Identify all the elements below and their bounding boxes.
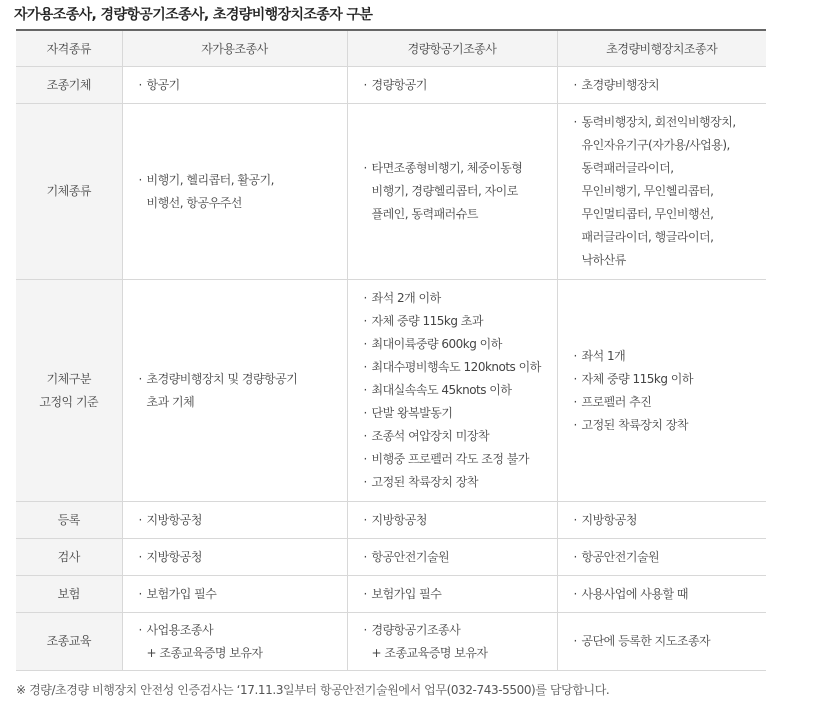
list-item: · 초경량비행장치 및 경량항공기: [139, 368, 347, 391]
table-row: [16, 67, 766, 104]
list-item: · 최대이륙중량 600kg 이하: [364, 333, 557, 356]
list-item: 비행선, 항공우주선: [146, 195, 242, 210]
list-item: · 단발 왕복발동기: [364, 402, 557, 425]
header-cell: 초경량비행장치조종자: [557, 30, 766, 67]
table-cell: [347, 613, 557, 671]
table-row: [16, 104, 766, 280]
row-label: [16, 576, 122, 613]
list-item: · 초경량비행장치: [574, 74, 767, 97]
row-label: [16, 502, 122, 539]
table-cell: [557, 502, 766, 539]
table-cell: [557, 576, 766, 613]
list-item: 유인자유기구(자가용/사업용),: [581, 138, 730, 152]
bullet-list: [364, 509, 557, 532]
list-item: 패러글라이더, 행글라이더,: [581, 230, 714, 244]
bullet-list: [139, 368, 347, 414]
table-cell: [122, 67, 347, 104]
table-row: [16, 502, 766, 539]
list-item: · 최대실속속도 45knots 이하: [364, 379, 557, 402]
list-item: 초과 기체: [146, 394, 195, 409]
row-label: [16, 67, 122, 104]
table-cell: [557, 67, 766, 104]
row-label: [16, 613, 122, 671]
row-label-line: 조종교육: [46, 634, 91, 648]
list-item: 무인멀티콥터, 무인비행선,: [581, 207, 714, 221]
list-item: · 비행중 프로펠러 각도 조정 불가: [364, 448, 557, 471]
table-cell: [122, 280, 347, 502]
list-item: · 경량항공기: [364, 74, 557, 97]
table-cell: [557, 280, 766, 502]
list-item: + 조종교육증명 보유자: [371, 645, 488, 660]
table-cell: [122, 104, 347, 280]
list-item: · 지방항공청: [574, 509, 767, 532]
list-item: + 조종교육증명 보유자: [146, 645, 263, 660]
section-title: 자가용조종사, 경량항공기조종사, 초경량비행장치조종자 구분: [14, 7, 373, 23]
bullet-list: [364, 287, 557, 494]
table-cell: [122, 613, 347, 671]
table-cell: [557, 539, 766, 576]
list-item: 낙하산류: [581, 253, 626, 267]
list-item: · 공단에 등록한 지도조종자: [574, 630, 767, 653]
row-label: [16, 104, 122, 280]
list-item: · 항공안전기술원: [574, 546, 767, 569]
bullet-list: [574, 583, 767, 606]
table-cell: [347, 67, 557, 104]
list-item: · 사업용조종사: [139, 619, 347, 642]
table-cell: [557, 104, 766, 280]
header-row: [16, 30, 766, 67]
list-item: · 좌석 2개 이하: [364, 287, 557, 310]
header-cell: 경량항공기조종사: [347, 30, 557, 67]
table-row: [16, 613, 766, 671]
list-item: 무인비행기, 무인헬리콥터,: [581, 184, 714, 198]
list-item: · 동력비행장치, 회전익비행장치,: [574, 111, 767, 134]
table-cell: [347, 280, 557, 502]
bullet-list: [139, 546, 347, 569]
bullet-list: [139, 74, 347, 97]
bullet-list: [574, 509, 767, 532]
bullet-list: [139, 619, 347, 665]
table-cell: [122, 576, 347, 613]
row-label-line: 보험: [57, 586, 80, 601]
bullet-list: [574, 546, 767, 569]
list-item: · 보험가입 필수: [364, 583, 557, 606]
list-item: · 항공기: [139, 74, 347, 97]
bullet-list: [364, 546, 557, 569]
footnote: ※ 경량/초경량 비행장치 안전성 인증검사는 ‘17.11.3일부터 항공안전기술원에서 업무(032-743-5500)를 담당합니다.: [16, 683, 610, 697]
table-row: [16, 539, 766, 576]
list-item: 플레인, 동력패러슈트: [371, 207, 478, 221]
header-cell: 자격종류: [16, 30, 122, 67]
list-item: 동력패러글라이더,: [581, 161, 674, 175]
row-label: [16, 539, 122, 576]
bullet-list: [574, 630, 767, 653]
bullet-list: [139, 583, 347, 606]
list-item: · 고정된 착륙장치 장착: [364, 471, 557, 494]
list-item: · 고정된 착륙장치 장착: [574, 414, 767, 437]
table-cell: [347, 104, 557, 280]
list-item: · 경량항공기조종사: [364, 619, 557, 642]
table-cell: [557, 613, 766, 671]
bullet-list: [574, 111, 767, 272]
table-cell: [122, 502, 347, 539]
bullet-list: [574, 345, 767, 437]
table-cell: [347, 539, 557, 576]
list-item: · 자체 중량 115kg 초과: [364, 310, 557, 333]
row-label-line: 고정익 기준: [39, 394, 99, 409]
list-item: · 보험가입 필수: [139, 583, 347, 606]
row-label-line: 기체구분: [46, 371, 91, 386]
bullet-list: [139, 509, 347, 532]
table-cell: [347, 502, 557, 539]
list-item: · 최대수평비행속도 120knots 이하: [364, 356, 557, 379]
bullet-list: [364, 583, 557, 606]
license-comparison-table: [16, 29, 766, 671]
bullet-list: [364, 74, 557, 97]
row-label-line: 기체종류: [46, 184, 91, 198]
list-item: · 프로펠러 추진: [574, 391, 767, 414]
row-label-line: 등록: [57, 512, 80, 527]
list-item: · 비행기, 헬리콥터, 활공기,: [139, 169, 347, 192]
list-item: 비행기, 경량헬리콥터, 자이로: [371, 184, 518, 198]
list-item: · 타면조종형비행기, 체중이동형: [364, 157, 557, 180]
list-item: · 항공안전기술원: [364, 546, 557, 569]
bullet-list: [139, 169, 347, 215]
list-item: · 사용사업에 사용할 때: [574, 583, 767, 606]
bullet-list: [364, 157, 557, 226]
list-item: · 자체 중량 115kg 이하: [574, 368, 767, 391]
bullet-list: [364, 619, 557, 665]
row-label-line: 검사: [57, 549, 80, 564]
list-item: · 조종석 여압장치 미장착: [364, 425, 557, 448]
list-item: · 지방항공청: [364, 509, 557, 532]
header-cell: 자가용조종사: [122, 30, 347, 67]
list-item: · 지방항공청: [139, 546, 347, 569]
list-item: · 지방항공청: [139, 509, 347, 532]
table-row: [16, 576, 766, 613]
table-cell: [122, 539, 347, 576]
row-label: [16, 280, 122, 502]
row-label-line: 조종기체: [46, 77, 91, 92]
table-cell: [347, 576, 557, 613]
list-item: · 좌석 1개: [574, 345, 767, 368]
table-row: [16, 280, 766, 502]
bullet-list: [574, 74, 767, 97]
